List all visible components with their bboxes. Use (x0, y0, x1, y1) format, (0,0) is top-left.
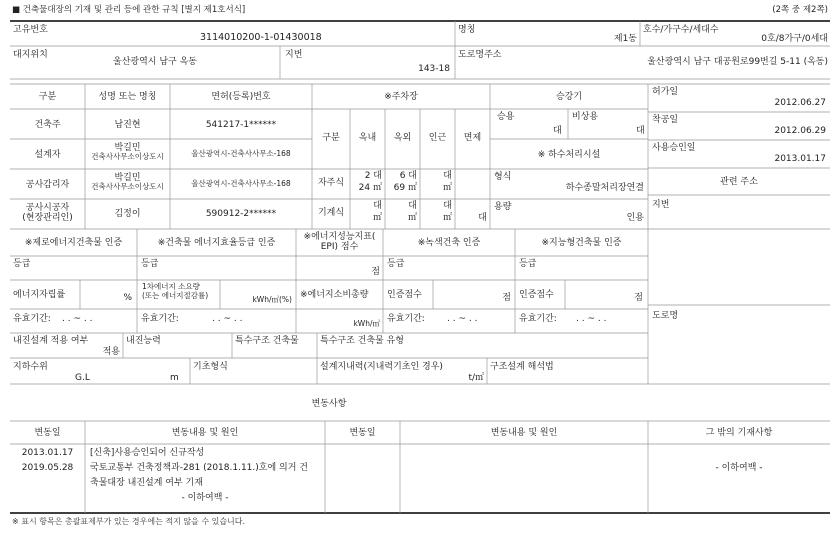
parking-exempt-unit: 대 (478, 213, 487, 223)
changes-date-header-2: 변동일 (349, 428, 376, 438)
parking-outdoor-header: 옥외 (393, 133, 412, 143)
change-date-2: 2019.05.28 (21, 463, 74, 473)
changes-title: 변동사항 (311, 399, 347, 409)
parking-mech-outdoor-area: ㎡ (407, 213, 417, 223)
household-label: 호수/가구수/세대수 (643, 25, 719, 35)
change-content-line-3: 축물대장 내진설계 여부 기재 (90, 478, 203, 488)
sewage-title: ※ 하수처리시설 (537, 150, 601, 160)
owner-name: 남진현 (114, 120, 141, 130)
supervisor-office: 건축사사무소이상도시 (91, 182, 164, 191)
parking-exempt-header: 면제 (463, 133, 482, 143)
person-license-header: 면허(등록)번호 (211, 92, 271, 102)
permit-date-value: 2012.06.27 (774, 98, 826, 108)
change-date-1: 2013.01.17 (21, 448, 74, 458)
road-value: 울산광역시 남구 대공원로99번길 5-11 (옥동) (647, 57, 828, 67)
special-structure-label: 특수구조 건축물 (235, 336, 299, 346)
primary-energy-label-2: (또는 에너지절감률) (142, 291, 209, 300)
elevator-emergency-unit: 대 (636, 126, 645, 136)
primary-energy-label-1: 1차에너지 소요량 (142, 282, 200, 291)
smart-cert-score-unit: 점 (634, 293, 643, 303)
unique-no-label: 고유번호 (13, 25, 48, 35)
sewage-capacity-unit: 인용 (626, 213, 644, 223)
energy-grade-cert-header: ※건축물 에너지효율등급 인증 (157, 238, 276, 248)
sewage-type-value: 하수종말처리장연결 (565, 183, 644, 193)
changes-content-header-1: 변동내용 및 원인 (171, 428, 239, 438)
parking-mech-adjacent-area: ㎡ (442, 213, 452, 223)
other-notes-blank: - 이하여백 - (715, 463, 763, 473)
smart-cert-header: ※지능형건축물 인증 (541, 238, 622, 248)
approval-date-label: 사용승인일 (652, 143, 696, 153)
parking-self-outdoor-area: 69 ㎡ (393, 183, 417, 193)
parking-self-label: 자주식 (317, 178, 345, 188)
elevator-emergency-label: 비상용 (572, 112, 599, 122)
parking-mech-indoor-area: ㎡ (372, 213, 382, 223)
parking-self-outdoor-count: 6 대 (399, 171, 417, 181)
designer-license: 울산광역시-건축사사무소-168 (191, 149, 291, 158)
supervisor-name: 박길민 (114, 173, 141, 183)
zero-energy-valid-period: . . ~ . . (62, 314, 93, 324)
parking-self-adjacent-area: ㎡ (442, 183, 452, 193)
household-value: 0호/8가구/0세대 (761, 34, 828, 44)
foundation-type-label: 기초형식 (193, 362, 228, 372)
epi-score-header-2: EPI) 점수 (320, 242, 359, 252)
elevator-title: 승강기 (555, 92, 583, 102)
related-lot-label: 지번 (652, 200, 670, 210)
epi-score-unit: 점 (371, 267, 380, 277)
parking-self-indoor-area: 24 ㎡ (358, 183, 382, 193)
sewage-capacity-label: 용량 (494, 202, 512, 212)
parking-self-adjacent-unit: 대 (443, 171, 452, 181)
elevator-passenger-unit: 대 (553, 126, 562, 136)
zero-energy-cert-header: ※제로에너지건축물 인증 (24, 238, 123, 248)
changes-date-header-1: 변동일 (34, 428, 61, 438)
owner-license: 541217-1****** (205, 120, 277, 130)
bearing-capacity-label: 설계지내력(지내력기초인 경우) (320, 362, 443, 372)
form-title: ■ 건축물대장의 기재 및 관리 등에 관한 규칙 [별지 제1호서식] (12, 5, 246, 15)
approval-date-value: 2013.01.17 (774, 154, 826, 164)
person-type-header: 구분 (38, 92, 57, 102)
green-cert-header: ※녹색건축 인증 (417, 238, 481, 248)
smart-valid-label: 유효기간: (519, 314, 557, 324)
smart-valid-period: . . ~ . . (576, 314, 607, 324)
contractor-sublabel: (현장관리인) (22, 213, 73, 223)
sewage-type-label: 형식 (494, 172, 512, 182)
groundwater-label: 지하수위 (13, 362, 48, 372)
name-label: 명칭 (458, 25, 476, 35)
changes-content-header-2: 변동내용 및 원인 (490, 428, 558, 438)
name-value: 제1동 (613, 34, 637, 44)
road-label: 도로명주소 (458, 50, 502, 60)
site-value: 울산광역시 남구 옥동 (113, 57, 197, 67)
energy-consumption-unit: kWh/㎡ (353, 319, 380, 328)
energy-grade-label: 등급 (141, 259, 159, 269)
bearing-capacity-unit: t/㎡ (468, 373, 484, 383)
start-date-label: 착공일 (652, 115, 679, 125)
green-grade-label: 등급 (387, 259, 405, 269)
energy-self-rate-unit: % (123, 293, 132, 303)
structural-analysis-label: 구조설계 해석법 (490, 362, 554, 372)
parking-indoor-header: 옥내 (358, 133, 377, 143)
person-name-header: 성명 또는 명칭 (98, 92, 157, 102)
groundwater-unit: m (170, 373, 179, 383)
epi-score-header-1: ※에너지성능지표( (303, 232, 376, 242)
special-structure-type-label: 특수구조 건축물 유형 (320, 336, 404, 346)
seismic-applied-label: 내진설계 적용 여부 (13, 336, 89, 346)
elevator-passenger-label: 승용 (497, 112, 515, 122)
green-valid-label: 유효기간: (387, 314, 425, 324)
other-notes-header: 그 밖의 기재사항 (705, 428, 773, 438)
contractor-name: 김정이 (114, 209, 141, 219)
parking-mech-adjacent-unit: 대 (443, 201, 452, 211)
parking-mech-label: 기계식 (317, 208, 345, 218)
permit-date-label: 허가일 (652, 87, 679, 97)
parking-title: ※주차장 (384, 92, 418, 102)
zero-energy-grade-label: 등급 (13, 259, 31, 269)
parking-self-indoor-count: 2 대 (364, 171, 382, 181)
supervisor-license: 울산광역시-건축사사무소-168 (191, 179, 291, 188)
energy-self-rate-label: 에너지자립률 (13, 290, 66, 300)
lot-label: 지번 (285, 50, 303, 60)
energy-consumption-label: ※에너지소비총량 (300, 290, 369, 300)
seismic-capacity-label: 내진능력 (126, 336, 161, 346)
footer-note: ※ 표시 항목은 총괄표제부가 있는 경우에는 적지 않을 수 있습니다. (12, 517, 246, 526)
primary-energy-unit: kWh/㎡(%) (252, 295, 292, 304)
page-indicator: (2쪽 중 제2쪽) (772, 5, 828, 15)
contractor-label: 공사시공자 (25, 203, 70, 213)
green-cert-score-label: 인증점수 (387, 290, 422, 300)
zero-energy-valid-label: 유효기간: (13, 314, 51, 324)
parking-mech-outdoor-unit: 대 (408, 201, 417, 211)
contractor-license: 590912-2****** (205, 209, 277, 219)
green-cert-score-unit: 점 (502, 293, 511, 303)
energy-grade-valid-label: 유효기간: (141, 314, 179, 324)
supervisor-label: 공사감리자 (25, 180, 70, 190)
change-content-line-1: [신축]사용승인되어 신규작성 (90, 448, 205, 458)
designer-label: 설계자 (34, 150, 61, 160)
related-road-label: 도로명 (652, 311, 679, 321)
smart-grade-label: 등급 (519, 259, 537, 269)
green-valid-period: . . ~ . . (447, 314, 478, 324)
unique-no-value: 3114010200-1-01430018 (200, 32, 322, 43)
owner-label: 건축주 (34, 120, 61, 130)
parking-mech-indoor-unit: 대 (373, 201, 382, 211)
parking-adjacent-header: 인근 (428, 133, 447, 143)
smart-cert-score-label: 인증점수 (519, 290, 554, 300)
related-address-title: 관련 주소 (720, 177, 758, 187)
lot-value: 143-18 (418, 64, 450, 74)
change-content-line-2: 국토교통부 건축정책과-281 (2018.1.11.)호에 의거 건 (90, 463, 308, 473)
site-label: 대지위치 (13, 50, 48, 60)
seismic-applied-value: 적용 (102, 347, 120, 357)
groundwater-gl: G.L (75, 373, 90, 383)
parking-type-header: 구분 (322, 133, 340, 143)
start-date-value: 2012.06.29 (774, 126, 826, 136)
energy-grade-valid-period: . . ~ . . (212, 314, 243, 324)
designer-office: 건축사사무소이상도시 (91, 152, 164, 161)
change-content-blank: - 이하여백 - (181, 493, 229, 503)
designer-name: 박길민 (114, 143, 141, 153)
